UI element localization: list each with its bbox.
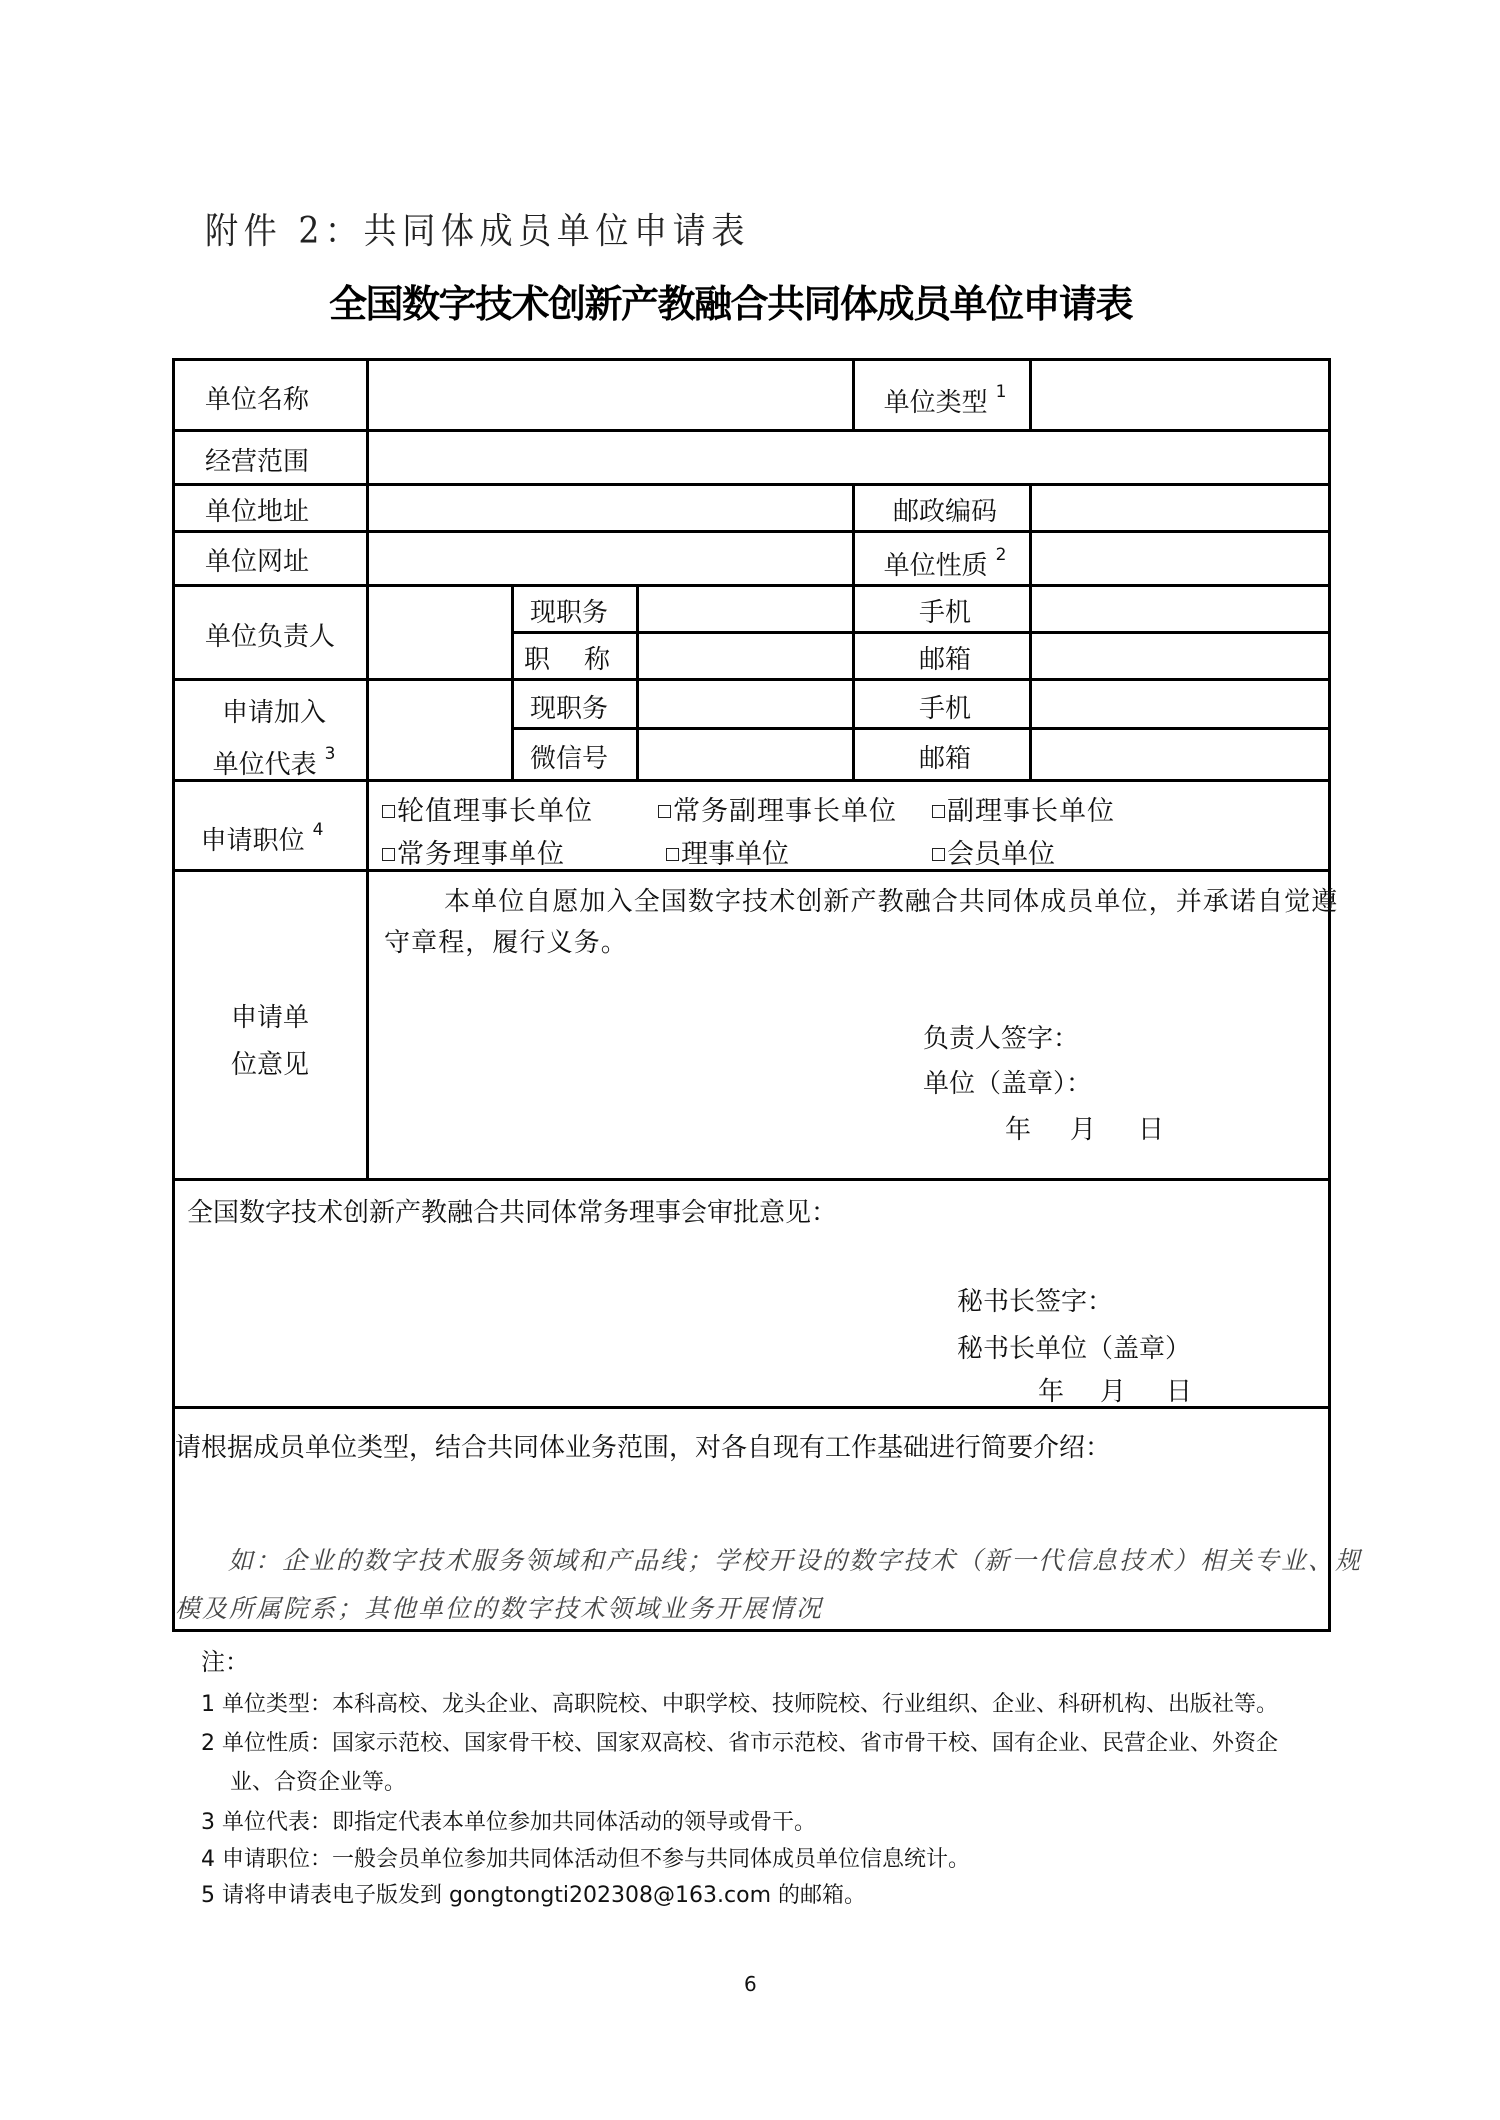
secretary-signature-label: 秘书长签字： [957, 1287, 1114, 1317]
responsible-email-label: 邮箱 [918, 645, 972, 675]
responsible-person-name-field[interactable] [370, 588, 510, 677]
option-executive-vice-chairman[interactable] [658, 789, 897, 828]
representative-label-text: 单位代表 [212, 750, 317, 780]
date-year-label: 年 [1005, 1115, 1032, 1145]
note-item: 业、合资企业等。 [230, 1770, 407, 1795]
representative-phone-field[interactable] [1033, 682, 1327, 726]
commitment-statement-line1: 本单位自愿加入全国数字技术创新产教融合共同体成员单位，并承诺自觉遵 [444, 887, 1339, 917]
option-executive-director[interactable] [382, 832, 565, 871]
note-item: 2 单位性质：国家示范校、国家骨干校、国家双高校、省市示范校、省市骨干校、国有企业、民营企业、外资企 [201, 1731, 1278, 1756]
representative-label-line1: 申请加入 [221, 698, 327, 728]
representative-wechat-label: 微信号 [530, 744, 609, 774]
responsible-email-field[interactable] [1033, 635, 1327, 677]
unit-nature-label [884, 545, 1007, 582]
responsible-position-field[interactable] [640, 588, 851, 630]
page-number: 6 [744, 1972, 757, 1996]
col-divider [366, 358, 369, 1178]
option-director[interactable] [666, 832, 789, 871]
introduction-field[interactable] [176, 1470, 1326, 1530]
unit-address-label: 单位地址 [204, 497, 310, 527]
unit-seal-label: 单位（盖章）： [923, 1069, 1093, 1099]
responsible-position-label: 现职务 [530, 598, 609, 628]
form-title: 全国数字技术创新产教融合共同体成员单位申请表 [329, 281, 1133, 326]
unit-website-label: 单位网址 [204, 547, 310, 577]
option-label: 常务理事单位 [397, 839, 565, 870]
position-applied-label [201, 820, 324, 857]
responsible-phone-label: 手机 [918, 598, 972, 628]
option-label: 会员单位 [947, 839, 1055, 870]
row-divider [511, 631, 1331, 634]
note-item: 1 单位类型：本科高校、龙头企业、高职院校、中职学校、技师院校、行业组织、企业、科研机构、出版社等。 [201, 1692, 1278, 1717]
row-divider [172, 1178, 1331, 1181]
note-item: 3 单位代表：即指定代表本单位参加共同体活动的领导或骨干。 [201, 1810, 816, 1835]
attachment-heading: 附件 2：共同体成员单位申请表 [205, 211, 750, 252]
row-divider [172, 779, 1331, 782]
business-scope-field[interactable] [370, 433, 1327, 482]
business-scope-label: 经营范围 [204, 447, 310, 477]
unit-name-field[interactable] [370, 362, 851, 428]
checkbox-icon[interactable] [932, 805, 945, 818]
notes-heading: 注： [201, 1648, 249, 1676]
introduction-prompt: 请根据成员单位类型，结合共同体业务范围，对各自现有工作基础进行简要介绍： [175, 1433, 1112, 1463]
table-border-bottom [172, 1629, 1331, 1632]
date-month-label: 月 [1100, 1377, 1127, 1407]
table-border-right [1328, 358, 1331, 1632]
secretary-seal-label: 秘书长单位（盖章） [957, 1334, 1192, 1364]
row-divider [172, 584, 1331, 587]
option-label: 理事单位 [681, 839, 789, 870]
col-divider [511, 584, 514, 779]
col-divider [636, 584, 639, 779]
responsible-title-field[interactable] [640, 635, 851, 677]
responsible-phone-field[interactable] [1033, 588, 1327, 630]
row-divider [172, 429, 1331, 432]
col-divider [852, 358, 855, 431]
representative-phone-label: 手机 [918, 694, 972, 724]
checkbox-icon[interactable] [382, 848, 395, 861]
date-year-label: 年 [1038, 1377, 1065, 1407]
unit-website-field[interactable] [370, 534, 851, 583]
option-member[interactable] [932, 832, 1055, 871]
council-approval-label: 全国数字技术创新产教融合共同体常务理事会审批意见： [187, 1198, 838, 1228]
applicant-opinion-field[interactable] [370, 960, 870, 1160]
row-divider [172, 483, 1331, 486]
representative-position-label: 现职务 [530, 694, 609, 724]
representative-label-line2 [213, 744, 336, 781]
row-divider [172, 530, 1331, 533]
postal-code-field[interactable] [1033, 487, 1327, 529]
checkbox-icon[interactable] [932, 848, 945, 861]
applicant-opinion-label-line1: 申请单 [230, 1003, 310, 1033]
col-divider [1029, 358, 1032, 431]
unit-nature-label-text: 单位性质 [883, 551, 988, 581]
note-item: 4 申请职位：一般会员单位参加共同体活动但不参与共同体成员单位信息统计。 [201, 1847, 970, 1872]
option-rotating-chairman[interactable] [382, 789, 593, 828]
responsible-person-label: 单位负责人 [204, 622, 336, 652]
option-vice-chairman[interactable] [932, 789, 1115, 828]
representative-name-field[interactable] [370, 682, 510, 778]
commitment-statement-line2: 守章程，履行义务。 [384, 928, 628, 958]
unit-type-field[interactable] [1033, 362, 1327, 428]
representative-email-field[interactable] [1033, 731, 1327, 778]
option-label: 轮值理事长单位 [397, 796, 593, 827]
footnote-marker: 3 [324, 744, 336, 765]
checkbox-icon[interactable] [658, 805, 671, 818]
option-label: 副理事长单位 [947, 796, 1115, 827]
representative-position-field[interactable] [640, 682, 851, 726]
checkbox-icon[interactable] [382, 805, 395, 818]
introduction-example-line1: 如：企业的数字技术服务领域和产品线；学校开设的数字技术（新一代信息技术）相关专业、规 [228, 1546, 1363, 1575]
row-divider [172, 1406, 1331, 1409]
position-applied-label-text: 申请职位 [200, 826, 305, 856]
note-item: 5 请将申请表电子版发到 gongtongti202308@163.com 的邮箱。 [201, 1883, 866, 1908]
date-month-label: 月 [1070, 1115, 1097, 1145]
unit-address-field[interactable] [370, 487, 851, 529]
introduction-example-line2: 模及所属院系；其他单位的数字技术领域业务开展情况 [175, 1594, 824, 1623]
footnote-marker: 4 [312, 820, 324, 841]
footnote-marker: 2 [995, 545, 1007, 566]
col-divider [1029, 483, 1032, 779]
responsible-title-label: 职 称 [524, 645, 615, 675]
option-label: 常务副理事长单位 [673, 796, 897, 827]
date-day-label: 日 [1138, 1115, 1165, 1145]
representative-email-label: 邮箱 [918, 744, 972, 774]
representative-wechat-field[interactable] [640, 731, 851, 778]
applicant-opinion-label-line2: 位意见 [230, 1050, 310, 1080]
date-day-label: 日 [1166, 1377, 1193, 1407]
checkbox-icon[interactable] [666, 848, 679, 861]
row-divider [172, 678, 1331, 681]
unit-name-label: 单位名称 [204, 385, 310, 415]
footnote-marker: 1 [995, 382, 1007, 403]
row-divider [511, 727, 1331, 730]
table-border-top [172, 358, 1331, 361]
col-divider [852, 483, 855, 779]
unit-type-label-text: 单位类型 [883, 388, 988, 418]
unit-nature-field[interactable] [1033, 534, 1327, 583]
responsible-signature-label: 负责人签字： [923, 1024, 1080, 1054]
unit-type-label [884, 382, 1007, 419]
postal-code-label: 邮政编码 [892, 497, 998, 527]
